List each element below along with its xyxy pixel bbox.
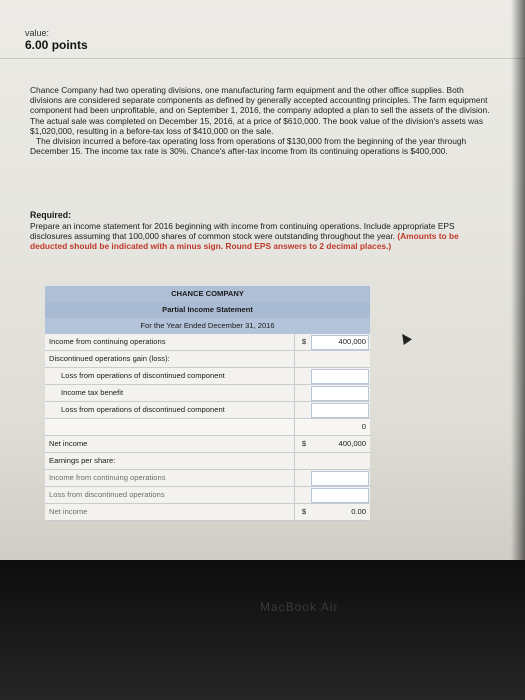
amount-input[interactable] <box>311 471 369 486</box>
header-divider <box>0 58 525 59</box>
currency-symbol: $ <box>301 507 307 516</box>
row-label[interactable]: Discontinued operations gain (loss): <box>49 354 170 363</box>
income-statement <box>45 286 370 521</box>
brand-label: MacBook Air <box>260 600 339 614</box>
statement-row <box>45 334 370 351</box>
row-label[interactable]: Loss from operations of discontinued component <box>61 371 225 380</box>
problem-paragraph-1: Chance Company had two operating divisions, one manufacturing farm equipment and the other office supplies. Both divisions are considered separate components as defined by generally accepted accounting principles. The farm equipment component had been unprofitable, and on September 1, 2016, the company adopted a plan to sell the assets of the division. The actual sale was completed on December 15, 2016, at a price of $610,000. The book value of the division's assets was $1,020,000, resulting in a before-tax loss of $410,000 on the sale. <box>30 85 490 136</box>
screen-edge-shadow <box>511 0 525 560</box>
statement-row <box>45 453 370 470</box>
row-label: Income from continuing operations <box>49 337 166 346</box>
currency-symbol: $ <box>301 337 307 346</box>
statement-period: For the Year Ended December 31, 2016 <box>45 318 370 334</box>
statement-row <box>45 385 370 402</box>
required-note: (Amounts to be deducted should be indicated with a minus sign. Round EPS answers to 2 decimal places.) <box>30 231 459 251</box>
required-text <box>30 221 490 251</box>
statement-row <box>45 402 370 419</box>
statement-row <box>45 419 370 436</box>
value-label: value: <box>25 28 50 38</box>
amount-input[interactable] <box>311 403 369 418</box>
amount-input[interactable] <box>311 488 369 503</box>
row-label: Net income <box>49 439 88 448</box>
row-label[interactable]: Loss from operations of discontinued component <box>61 405 225 414</box>
amount-input[interactable] <box>311 369 369 384</box>
amount-value: 400,000 <box>338 439 366 448</box>
amount-value: 400,000 <box>338 337 366 346</box>
points-label: 6.00 points <box>25 38 88 52</box>
statement-row <box>45 351 370 368</box>
row-label: Net income <box>49 507 88 516</box>
statement-row <box>45 470 370 487</box>
required-instructions: Prepare an income statement for 2016 beginning with income from continuing operations. Include appropriate EPS disclosures assuming that 100,000 shares of common stock were outstanding throughout the year. <box>30 221 455 241</box>
problem-statement <box>30 85 490 156</box>
currency-symbol: $ <box>301 439 307 448</box>
row-label[interactable]: Income from continuing operations <box>49 473 166 482</box>
row-label[interactable]: Income tax benefit <box>61 388 124 397</box>
laptop-bezel <box>0 560 525 700</box>
statement-row <box>45 504 370 521</box>
row-label[interactable]: Earnings per share: <box>49 456 116 465</box>
required-title: Required: <box>30 210 72 220</box>
statement-company: CHANCE COMPANY <box>45 286 370 302</box>
statement-row <box>45 487 370 504</box>
problem-paragraph-2: The division incurred a before-tax operating loss from operations of $130,000 from the beginning of the year through December 15. The income tax rate is 30%. Chance's after-tax income from its continuing operations is $400,000. <box>30 136 467 157</box>
amount-input[interactable] <box>311 386 369 401</box>
statement-row <box>45 368 370 385</box>
amount-value: 0.00 <box>351 507 366 516</box>
row-label[interactable]: Loss from discontinued operations <box>49 490 165 499</box>
statement-title: Partial Income Statement <box>45 302 370 318</box>
statement-row <box>45 436 370 453</box>
mouse-cursor-icon <box>398 331 412 345</box>
amount-value: 0 <box>361 422 366 431</box>
